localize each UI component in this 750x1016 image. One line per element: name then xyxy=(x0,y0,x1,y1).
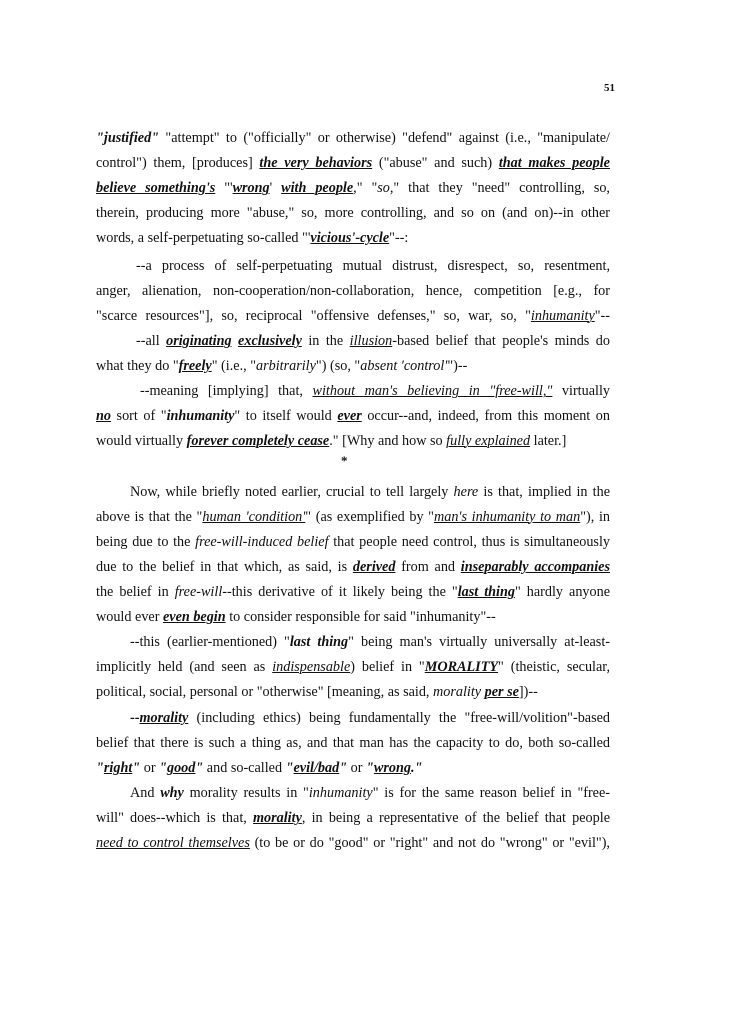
text-line: belief that there is such a thing as, and that man has the capacity to do, both so-called xyxy=(96,735,610,751)
text-line: --morality (including ethics) being fundamentally the "free-will/volition"-based xyxy=(130,710,610,726)
text-line: --all originating exclusively in the illusion-based belief that people's minds do xyxy=(136,333,610,349)
text-line: what they do "freely" (i.e., "arbitrarily") (so, "absent 'control'")-- xyxy=(96,358,468,374)
text-line: therein, producing more "abuse," so, more controlling, and so on (and on)--in other xyxy=(96,205,610,221)
text-line: implicitly held (and seen as indispensable) belief in "MORALITY" (theistic, secular, xyxy=(96,659,610,675)
text-line: --meaning [implying] that, without man's believing in "free-will," virtually xyxy=(140,383,610,399)
text-line: And why morality results in "inhumanity" is for the same reason belief in "free- xyxy=(130,785,610,801)
text-line: will" does--which is that, morality, in being a representative of the belief that people xyxy=(96,810,610,826)
text-line: no sort of "inhumanity" to itself would ever occur--and, indeed, from this moment on xyxy=(96,408,610,424)
text-line: words, a self-perpetuating so-called "'vicious'-cycle"--: xyxy=(96,230,409,246)
text-line: would ever even begin to consider responsible for said "inhumanity"-- xyxy=(96,609,496,625)
text-line: due to the belief in that which, as said, is derived from and inseparably accompanies xyxy=(96,559,610,575)
text-line: being due to the free-will-induced belief that people need control, thus is simultaneously xyxy=(96,534,610,550)
text-line: would virtually forever completely cease." [Why and how so fully explained later.] xyxy=(96,433,567,449)
text-line: --a process of self-perpetuating mutual distrust, disrespect, so, resentment, xyxy=(136,258,610,274)
text-line: "right" or "good" and so-called "evil/bad" or "wrong." xyxy=(96,760,423,776)
text-line: Now, while briefly noted earlier, crucial to tell largely here is that, implied in the xyxy=(130,484,611,500)
text-line: anger, alienation, non-cooperation/non-collaboration, hence, competition [e.g., for xyxy=(96,283,610,299)
text-line: political, social, personal or "otherwise" [meaning, as said, morality per se])-- xyxy=(96,684,538,700)
text-line: above is that the "human 'condition'" (as exemplified by "man's inhumanity to man"), in xyxy=(96,509,611,525)
text-line: need to control themselves (to be or do "good" or "right" and not do "wrong" or "evil"), xyxy=(96,835,610,851)
section-separator: * xyxy=(341,453,348,468)
text-line: control") them, [produces] the very behaviors ("abuse" and such) that makes people xyxy=(96,155,610,171)
text-line: --this (earlier-mentioned) "last thing" being man's virtually universally at-least- xyxy=(130,634,610,650)
text-line: believe something's "'wrong' with people," "so," that they "need" controlling, so, xyxy=(96,180,610,196)
text-line: "justified" "attempt" to ("officially" or otherwise) "defend" against (i.e., "manipulate/ xyxy=(96,130,610,146)
text-line: the belief in free-will--this derivative of it likely being the "last thing" hardly anyone xyxy=(96,584,611,600)
text-line: "scarce resources"], so, reciprocal "offensive defenses," so, war, so, "inhumanity"-- xyxy=(96,308,610,324)
page-number: 51 xyxy=(604,82,615,94)
